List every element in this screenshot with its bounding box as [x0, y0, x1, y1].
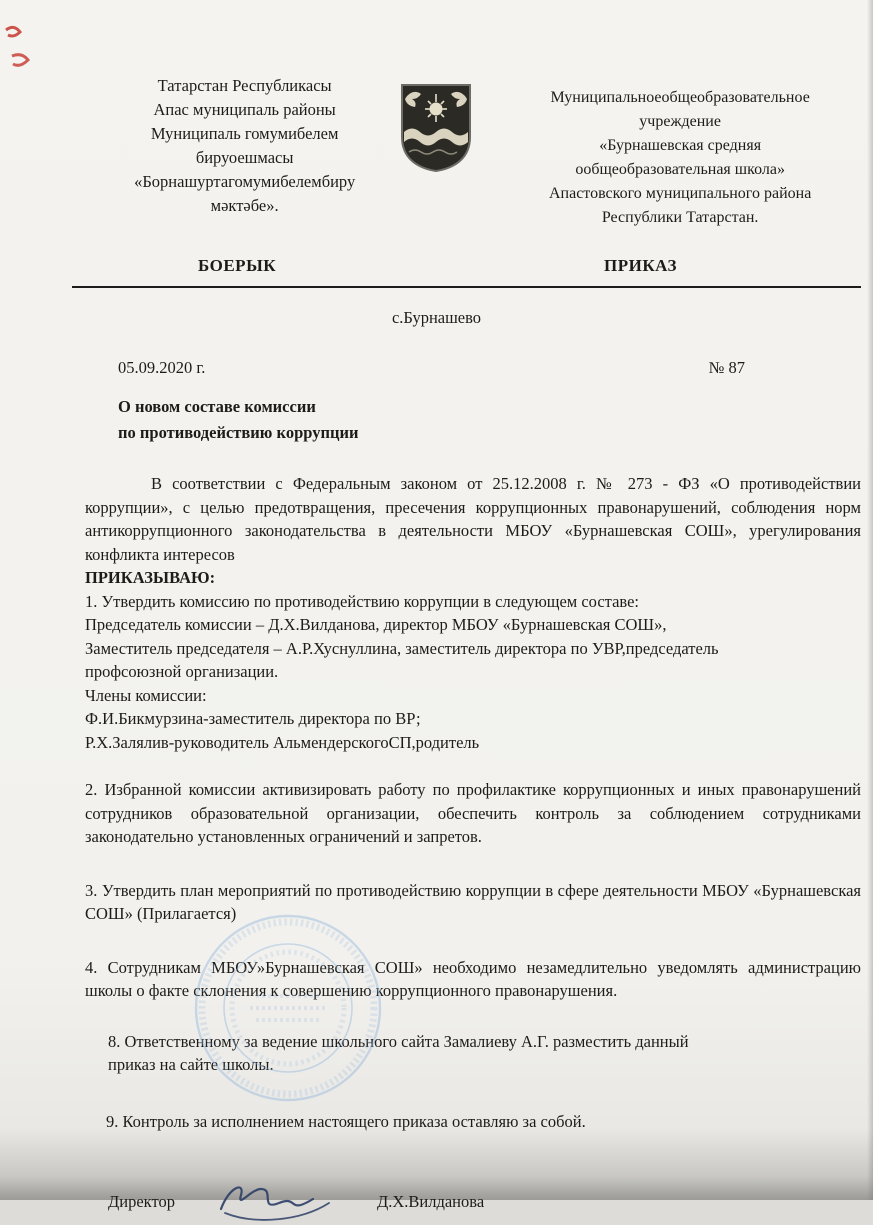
- letterhead-tatar-line: Татарстан Республикасы: [157, 76, 332, 95]
- letterhead-russian-line: учреждение: [639, 113, 721, 130]
- intro-paragraph: В соответствии с Федеральным законом от 25.12.2008 г. № 273 - ФЗ «О противодействии коррупции», с целью предотвращения, пресечения коррупционных правонарушений, соблюдения норм антикоррупционного законодательства в деятельности МБОУ «Бурнашевская СОШ», урегулирования конфликта интересов: [85, 474, 861, 564]
- doc-type-tatar-label: БОЕРЫК: [198, 256, 277, 275]
- letterhead-tatar-line: «Борнашуртагомумибелембиру: [134, 172, 356, 191]
- letterhead-russian-line: «Бурнашевская средняя: [599, 137, 762, 154]
- order-title-line2: по противодействию коррупции: [118, 423, 359, 442]
- signature-row: [108, 1179, 873, 1225]
- letterhead: [0, 0, 873, 230]
- item-8-line2: приказ на сайте школы.: [108, 1055, 274, 1074]
- letterhead-tatar-block: [100, 74, 389, 230]
- item-1-line: Председатель комиссии – Д.Х.Вилданова, директор МБОУ «Бурнашевская СОШ»,: [85, 615, 667, 634]
- order-title-line1: О новом составе комиссии: [118, 397, 316, 416]
- letterhead-russian-line: Республики Татарстан.: [601, 209, 759, 226]
- letterhead-russian-line: Апастовского муниципального района: [548, 185, 812, 202]
- item-9-paragraph: 9. Контроль за исполнением настоящего приказа оставляю за собой.: [106, 1111, 586, 1131]
- document-type-row: [198, 256, 677, 276]
- letterhead-russian-block: [487, 86, 873, 230]
- red-pen-marks: [2, 22, 42, 82]
- coat-of-arms-emblem: [397, 82, 481, 230]
- letterhead-tatar-line: Апас муниципаль районы: [153, 100, 336, 119]
- item-2-paragraph: 2. Избранной комиссии активизировать работу по профилактике коррупционных и иных правонарушений сотрудников образовательной организации, обеспечить контроль за соблюдением сотрудниками законодательно установленных ограничений и запретов.: [85, 780, 861, 846]
- item-1-line: Ф.И.Бикмурзина-заместитель директора по ВР;: [85, 709, 421, 728]
- coat-of-arms-icon: [397, 82, 475, 174]
- header-rule: [72, 286, 861, 288]
- item-1-line: 1. Утвердить комиссию по противодействию коррупции в следующем составе:: [85, 591, 640, 611]
- letterhead-tatar-line: Муниципаль гомумибелем: [150, 124, 339, 143]
- letterhead-russian-line: ообщеобразовательная школа»: [575, 161, 785, 178]
- doc-type-russian-label: ПРИКАЗ: [604, 256, 677, 275]
- place-line: с.Бурнашево: [391, 308, 482, 327]
- order-body: [0, 472, 873, 1133]
- signature-role-label: Директор: [108, 1192, 175, 1211]
- item-4-paragraph: 4. Сотрудникам МБОУ»Бурнашевская СОШ» необходимо незамедлительно уведомлять администрацию школы о факте склонения к совершению коррупционного правонарушения.: [85, 957, 861, 1000]
- item-8-line1: 8. Ответственному за ведение школьного сайта Замалиеву А.Г. разместить данный: [108, 1031, 689, 1051]
- item-1-line: Члены комиссии:: [85, 685, 207, 705]
- order-number: № 87: [708, 358, 745, 377]
- handwritten-signature: [215, 1179, 335, 1225]
- item-3-paragraph: 3. Утвердить план мероприятий по противодействию коррупции в сфере деятельности МБОУ «Бурнашевская СОШ» (Прилагается): [85, 880, 861, 923]
- letterhead-tatar-line: бируоешмасы: [195, 148, 294, 167]
- meta-row: [118, 358, 745, 378]
- signature-name-label: Д.Х.Вилданова: [376, 1192, 485, 1211]
- order-title: [118, 394, 873, 446]
- item-8-paragraph: [108, 1030, 861, 1077]
- letterhead-russian-line: Муниципальноеобщеобразовательное: [550, 89, 810, 106]
- resolve-word: ПРИКАЗЫВАЮ:: [85, 568, 216, 587]
- item-1-block: [85, 590, 873, 755]
- order-date: 05.09.2020 г.: [118, 358, 206, 377]
- letterhead-tatar-line: мәктәбе».: [210, 196, 279, 215]
- item-1-line: Р.Х.Залялив-руководитель АльмендерскогоСП,родитель: [85, 732, 480, 752]
- item-1-line: Заместитель председателя – А.Р.Хуснуллина, заместитель директора по УВР,председатель: [85, 638, 719, 658]
- item-1-line: профсоюзной организации.: [85, 662, 279, 681]
